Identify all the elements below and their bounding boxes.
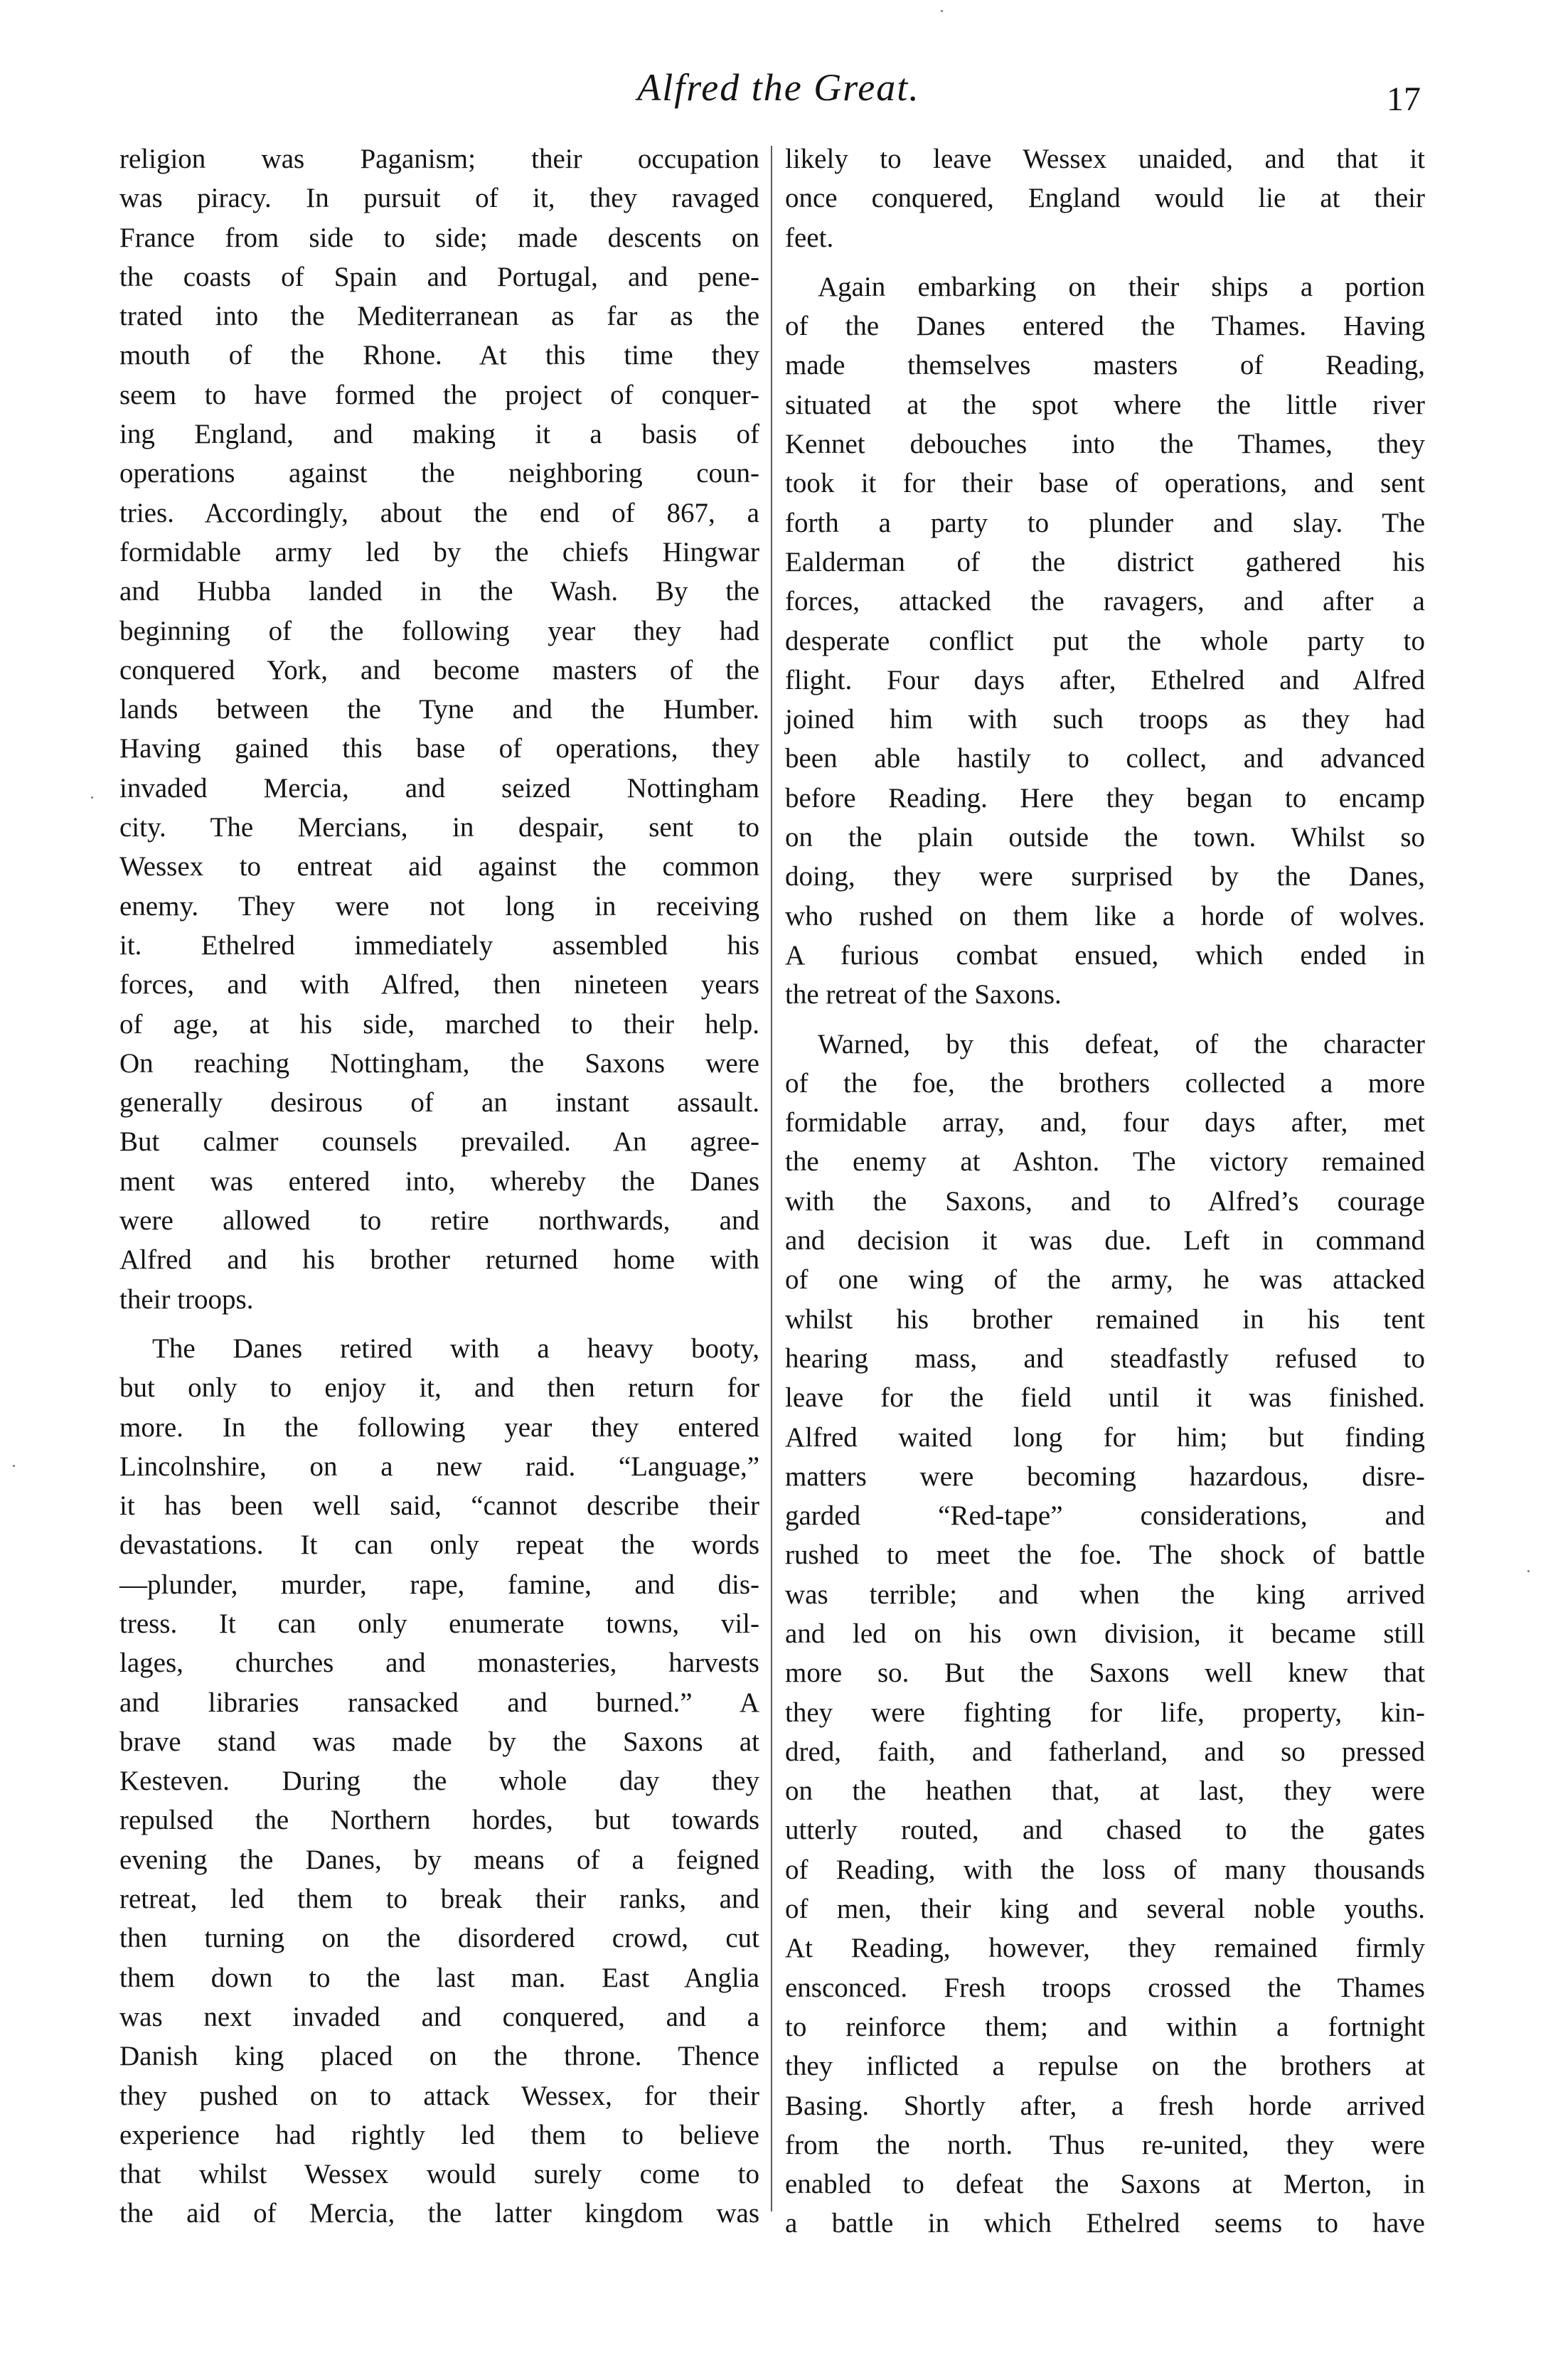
text-line: devastations. It can only repeat the words (119, 1530, 759, 1561)
text-line: took it for their base of operations, and sent (785, 468, 1425, 499)
text-line: The Danes retired with a heavy booty, (152, 1333, 759, 1364)
text-line: Basing. Shortly after, a fresh horde arrived (785, 2090, 1425, 2121)
text-line: city. The Mercians, in despair, sent to (119, 812, 759, 843)
text-line: repulsed the Northern hordes, but towards (119, 1805, 759, 1836)
text-line: experience had rightly led them to believe (119, 2119, 759, 2150)
text-line: enemy. They were not long in receiving (119, 890, 759, 922)
page-number: 17 (1387, 80, 1421, 118)
text-line: At Reading, however, they remained firmly (785, 1933, 1425, 1964)
text-line: Lincolnshire, on a new raid. “Language,” (119, 1451, 759, 1482)
text-line: more. In the following year they entered (119, 1412, 759, 1443)
text-line: tress. It can only enumerate towns, vil- (119, 1608, 759, 1639)
paragraph (785, 139, 1425, 257)
text-line: made themselves masters of Reading, (785, 350, 1425, 381)
text-line: hearing mass, and steadfastly refused to (785, 1343, 1425, 1374)
text-line: the coasts of Spain and Portugal, and pene- (119, 261, 759, 292)
column-divider (771, 146, 772, 2211)
text-line: Alfred and his brother returned home with (119, 1244, 759, 1276)
text-line: ment was entered into, whereby the Danes (119, 1165, 759, 1197)
text-line: lands between the Tyne and the Humber. (119, 694, 759, 725)
text-line: On reaching Nottingham, the Saxons were (119, 1047, 759, 1079)
text-line: and led on his own division, it became still (785, 1618, 1425, 1649)
text-line: and Hubba landed in the Wash. By the (119, 576, 759, 607)
text-line: Ealderman of the district gathered his (785, 546, 1425, 577)
text-line: more so. But the Saxons well knew that (785, 1658, 1425, 1689)
paragraph (785, 1025, 1425, 2243)
text-line: to reinforce them; and within a fortnight (785, 2011, 1425, 2042)
text-line: ing England, and making it a basis of (119, 419, 759, 450)
text-line: evening the Danes, by means of a feigned (119, 1844, 759, 1875)
text-line: forces, attacked the ravagers, and after a (785, 586, 1425, 617)
text-line: was next invaded and conquered, and a (119, 2001, 759, 2032)
text-line: of age, at his side, marched to their help. (119, 1008, 759, 1040)
text-line: who rushed on them like a horde of wolves. (785, 900, 1425, 932)
left-column (119, 139, 759, 2234)
text-line: utterly routed, and chased to the gates (785, 1815, 1425, 1846)
text-line: of Reading, with the loss of many thousands (785, 1854, 1425, 1885)
text-line: forces, and with Alfred, then nineteen years (119, 969, 759, 1000)
text-line: flight. Four days after, Ethelred and Alfred (785, 664, 1425, 695)
margin-speck (13, 1465, 15, 1467)
margin-speck (941, 10, 943, 12)
text-line: Kennet debouches into the Thames, they (785, 429, 1425, 460)
text-line: generally desirous of an instant assault. (119, 1087, 759, 1119)
text-line: their troops. (119, 1284, 254, 1315)
text-line: ensconced. Fresh troops crossed the Thames (785, 1972, 1425, 2003)
text-line: Again embarking on their ships a portion (818, 271, 1425, 302)
text-line: mouth of the Rhone. At this time they (119, 340, 759, 371)
right-column (785, 139, 1425, 2243)
text-line: from the north. Thus re-united, they were (785, 2129, 1425, 2160)
text-line: they inflicted a repulse on the brothers at (785, 2051, 1425, 2082)
text-line: they were fighting for life, property, kin- (785, 1697, 1425, 1728)
text-line: doing, they were surprised by the Danes, (785, 861, 1425, 892)
text-line: —plunder, murder, rape, famine, and dis- (119, 1569, 759, 1600)
text-line: on the plain outside the town. Whilst so (785, 822, 1425, 853)
text-line: brave stand was made by the Saxons at (119, 1726, 759, 1757)
text-line: that whilst Wessex would surely come to (119, 2159, 759, 2190)
paragraph (119, 139, 759, 1319)
text-line: leave for the field until it was finished. (785, 1382, 1425, 1414)
text-line: they pushed on to attack Wessex, for their (119, 2080, 759, 2111)
text-line: Warned, by this defeat, of the character (818, 1028, 1425, 1060)
text-line: Kesteven. During the whole day they (119, 1766, 759, 1797)
text-line: of the foe, the brothers collected a more (785, 1067, 1425, 1099)
text-line: Having gained this base of operations, they (119, 733, 759, 764)
text-line: desperate conflict put the whole party to (785, 625, 1425, 656)
text-line: once conquered, England would lie at their (785, 183, 1425, 214)
text-line: was terrible; and when the king arrived (785, 1579, 1425, 1610)
text-line: likely to leave Wessex unaided, and that it (785, 144, 1425, 174)
text-line: on the heathen that, at last, they were (785, 1776, 1425, 1807)
text-line: retreat, led them to break their ranks, and (119, 1884, 759, 1915)
text-line: it has been well said, “cannot describe their (119, 1490, 759, 1522)
text-line: formidable army led by the chiefs Hingwar (119, 536, 759, 567)
text-line: But calmer counsels prevailed. An agree- (119, 1126, 759, 1158)
paragraph-gap (785, 1015, 1425, 1025)
text-line: rushed to meet the foe. The shock of battle (785, 1539, 1425, 1571)
text-line: enabled to defeat the Saxons at Merton, in (785, 2169, 1425, 2200)
text-line: but only to enjoy it, and then return for (119, 1372, 759, 1404)
margin-speck (1527, 1570, 1530, 1572)
text-line: garded “Red-tape” considerations, and (785, 1500, 1425, 1532)
text-line: were allowed to retire northwards, and (119, 1205, 759, 1237)
text-line: joined him with such troops as they had (785, 704, 1425, 735)
paragraph-gap (785, 257, 1425, 267)
text-line: of the Danes entered the Thames. Having (785, 311, 1425, 342)
text-line: A furious combat ensued, which ended in (785, 939, 1425, 971)
text-line: formidable array, and, four days after, met (785, 1107, 1425, 1138)
running-title: Alfred the Great. (637, 66, 920, 109)
text-line: feet. (785, 222, 834, 253)
text-line: conquered York, and become masters of the (119, 654, 759, 685)
text-line: Danish king placed on the throne. Thence (119, 2041, 759, 2072)
margin-speck (91, 796, 93, 799)
text-line: of one wing of the army, he was attacked (785, 1264, 1425, 1296)
paragraph (785, 267, 1425, 1015)
text-line: was piracy. In pursuit of it, they ravaged (119, 183, 759, 214)
text-line: and libraries ransacked and burned.” A (119, 1687, 759, 1718)
text-line: them down to the last man. East Anglia (119, 1962, 759, 1993)
text-line: France from side to side; made descents on (119, 222, 759, 253)
text-line: beginning of the following year they had (119, 615, 759, 646)
text-line: Wessex to entreat aid against the common (119, 851, 759, 882)
text-line: seem to have formed the project of conquer- (119, 379, 759, 410)
text-line: tries. Accordingly, about the end of 867, a (119, 497, 759, 528)
text-line: matters were becoming hazardous, disre- (785, 1461, 1425, 1492)
text-line: trated into the Mediterranean as far as the (119, 301, 759, 332)
text-line: invaded Mercia, and seized Nottingham (119, 772, 759, 804)
text-line: it. Ethelred immediately assembled his (119, 929, 759, 961)
paragraph (119, 1329, 759, 2234)
text-line: dred, faith, and fatherland, and so pressed (785, 1736, 1425, 1767)
text-line: religion was Paganism; their occupation (119, 144, 759, 174)
text-line: lages, churches and monasteries, harvests (119, 1648, 759, 1679)
text-line: of men, their king and several noble youths. (785, 1894, 1425, 1925)
text-line: Alfred waited long for him; but finding (785, 1421, 1425, 1453)
text-line: the retreat of the Saxons. (785, 979, 1062, 1010)
text-line: operations against the neighboring coun- (119, 458, 759, 489)
text-line: been able hastily to collect, and advanced (785, 743, 1425, 774)
paragraph-gap (119, 1319, 759, 1329)
text-line: whilst his brother remained in his tent (785, 1303, 1425, 1335)
text-line: situated at the spot where the little river (785, 389, 1425, 420)
text-line: then turning on the disordered crowd, cut (119, 1923, 759, 1954)
text-line: the aid of Mercia, the latter kingdom was (119, 2198, 759, 2229)
text-line: a battle in which Ethelred seems to have (785, 2208, 1425, 2239)
text-line: and decision it was due. Left in command (785, 1225, 1425, 1256)
text-line: before Reading. Here they began to encamp (785, 782, 1425, 813)
text-line: the enemy at Ashton. The victory remained (785, 1146, 1425, 1178)
text-line: with the Saxons, and to Alfred’s courage (785, 1185, 1425, 1217)
text-line: forth a party to plunder and slay. The (785, 507, 1425, 538)
